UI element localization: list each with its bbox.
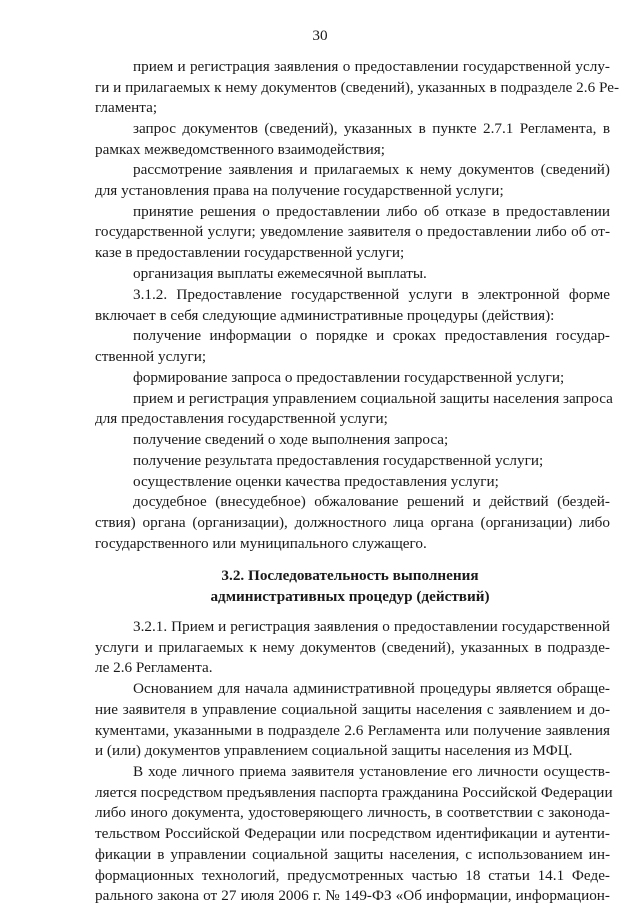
text-line: казе в предоставлении государственной услуги;	[95, 244, 405, 261]
text-line: государственной услуги; уведомление заявителя о предоставлении либо об от-	[95, 223, 610, 240]
text-line: прием и регистрация управлением социальной защиты населения запроса	[133, 390, 613, 407]
text-line: ле 2.6 Регламента.	[95, 659, 213, 676]
text-line: включает в себя следующие административные процедуры (действия):	[95, 307, 555, 324]
text-line: осуществление оценки качества предоставления услуги;	[133, 473, 499, 490]
text-line: фикации в управлении социальной защиты населения, с использованием ин-	[95, 846, 610, 863]
text-line: 3.1.2. Предоставление государственной услуги в электронной форме	[133, 286, 610, 303]
text-line: досудебное (внесудебное) обжалование решений и действий (бездей-	[133, 493, 610, 510]
text-line: принятие решения о предоставлении либо об отказе в предоставлении	[133, 203, 610, 220]
text-line: ги и прилагаемых к нему документов (сведений), указанных в подразделе 2.6 Ре-	[95, 79, 620, 96]
text-line: 3.2.1. Прием и регистрация заявления о предоставлении государственной	[133, 618, 610, 635]
heading-line: 3.2. Последовательность выполнения	[221, 567, 479, 584]
text-line: получение информации о порядке и сроках предоставления государ-	[133, 327, 610, 344]
text-line: кументами, указанными в подразделе 2.6 Регламента или получение заявления	[95, 722, 610, 739]
text-line: запрос документов (сведений), указанных в пункте 2.7.1 Регламента, в	[133, 120, 610, 137]
text-line: прием и регистрация заявления о предоставлении государственной услу-	[133, 58, 610, 75]
text-line: формационных технологий, предусмотренных частью 18 статьи 14.1 Феде-	[95, 867, 610, 884]
text-line: тельством Российской Федерации или посредством идентификации и аутенти-	[95, 825, 610, 842]
text-line: ние заявителя в управление социальной защиты населения с заявлением и до-	[95, 701, 610, 718]
text-line: ственной услуги;	[95, 348, 207, 365]
text-line: ляется посредством предъявления паспорта гражданина Российской Федерации	[95, 784, 613, 801]
text-line: для предоставления государственной услуги;	[95, 410, 388, 427]
text-line: рассмотрение заявления и прилагаемых к нему документов (сведений)	[133, 161, 610, 178]
text-line: рамках межведомственного взаимодействия;	[95, 141, 385, 158]
text-line: получение сведений о ходе выполнения запроса;	[133, 431, 449, 448]
text-line: получение результата предоставления государственной услуги;	[133, 452, 544, 469]
text-line: либо иного документа, удостоверяющего личность, в соответствии с законода-	[95, 804, 610, 821]
text-line: рального закона от 27 июля 2006 г. № 149-ФЗ «Об информации, информацион-	[95, 887, 610, 904]
text-line: В ходе личного приема заявителя установление его личности осуществ-	[133, 763, 610, 780]
page-number: 30	[312, 27, 328, 44]
text-line: ствия) органа (организации), должностного лица органа (организации) либо	[95, 514, 610, 531]
text-line: услуги и прилагаемых к нему документов (сведений), указанных в подразде-	[95, 639, 610, 656]
text-line: для установления права на получение государственной услуги;	[95, 182, 504, 199]
text-line: формирование запроса о предоставлении государственной услуги;	[133, 369, 565, 386]
text-line: государственного или муниципального служащего.	[95, 535, 427, 552]
text-line: организация выплаты ежемесячной выплаты.	[133, 265, 427, 282]
text-line: гламента;	[95, 99, 158, 116]
text-line: и (или) документов управлением социальной защиты населения из МФЦ.	[95, 742, 573, 759]
heading-line: административных процедур (действий)	[210, 588, 490, 605]
text-line: Основанием для начала административной процедуры является обраще-	[133, 680, 610, 697]
